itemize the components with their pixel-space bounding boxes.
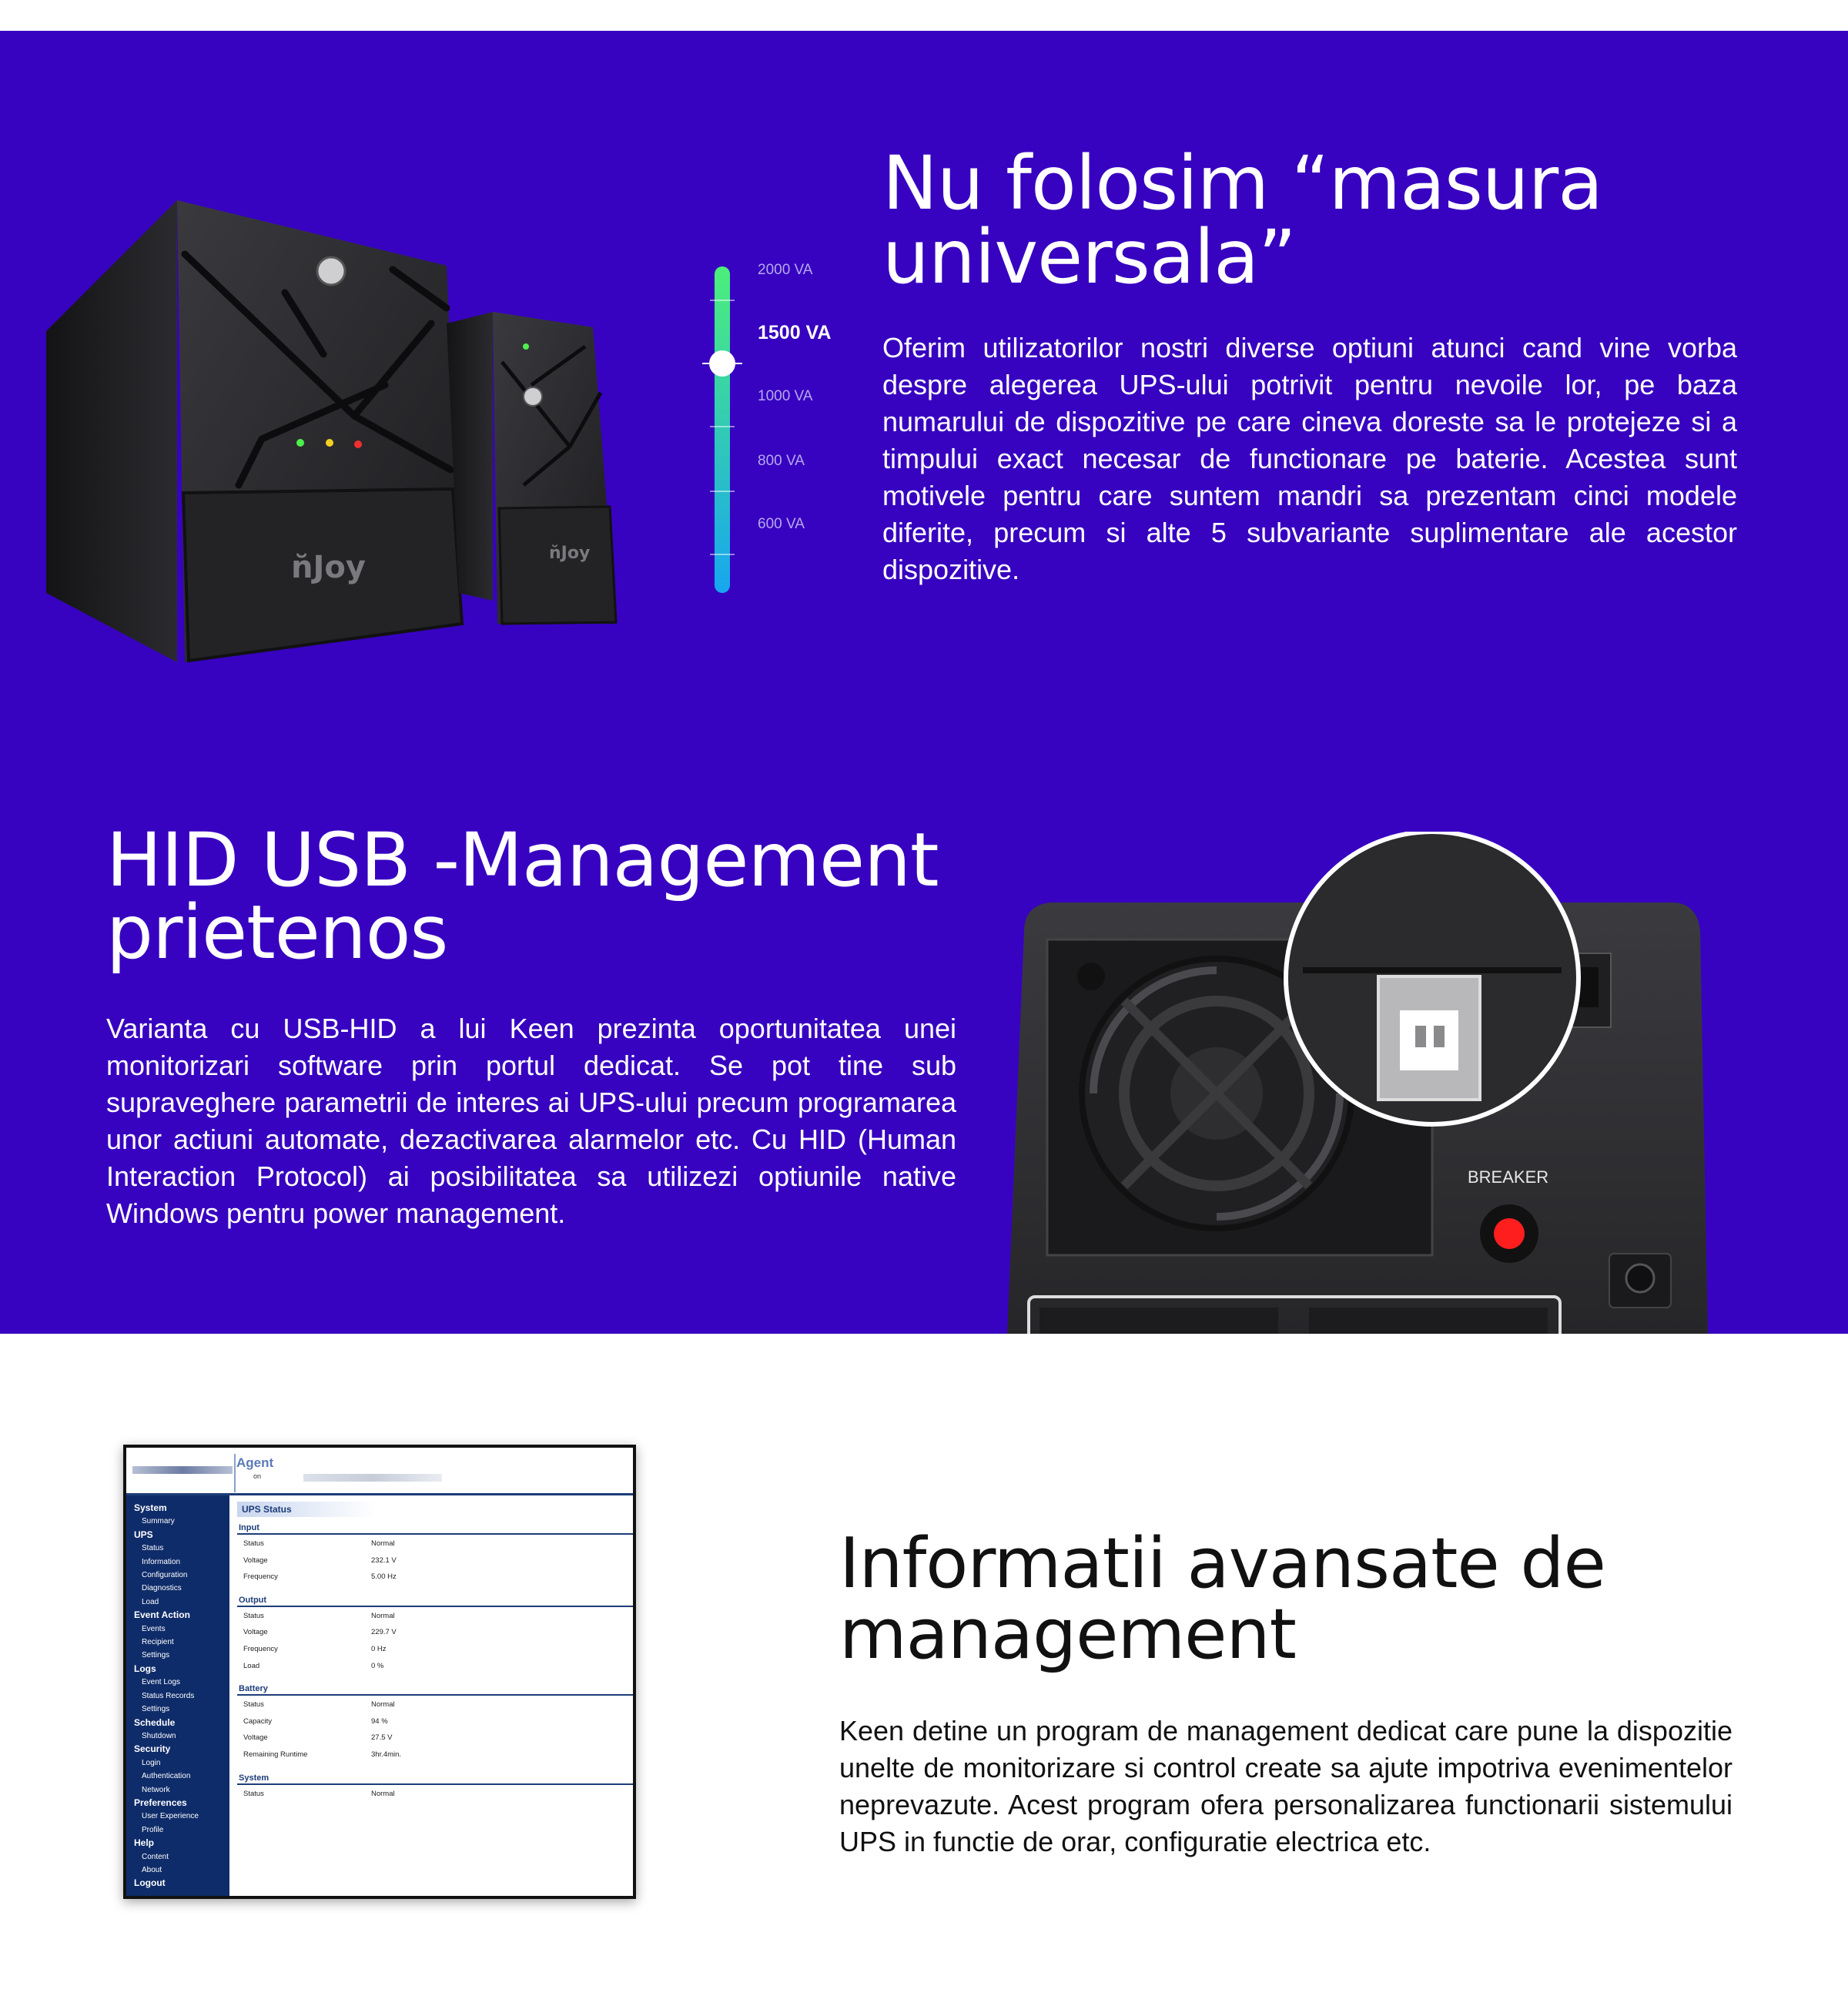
status-value: Normal — [371, 1789, 395, 1798]
va-label-600: 600 VA — [758, 516, 805, 532]
brand-logo-small: n̆Joy — [549, 544, 591, 563]
screenshot-nav-heading[interactable]: Preferences — [134, 1797, 187, 1808]
status-value: 232.1 V — [371, 1556, 397, 1565]
status-value: 3hr.4min. — [371, 1750, 402, 1759]
status-value: 0 % — [371, 1661, 384, 1670]
screenshot-status-row — [237, 1645, 633, 1662]
screenshot-nav-item[interactable]: Content — [142, 1852, 169, 1861]
va-scale-track — [715, 266, 730, 593]
screenshot-nav-heading[interactable]: Logs — [134, 1663, 156, 1674]
status-value: 229.7 V — [371, 1628, 397, 1637]
status-key: Capacity — [243, 1716, 272, 1726]
screenshot-group-divider — [237, 1694, 636, 1696]
status-key: Voltage — [243, 1733, 268, 1743]
section2-paragraph: Varianta cu USB-HID a lui Keen prezinta oportunitatea unei monitorizari software prin portul dedicat. Se pot tine sub supraveghere parametrii de interes ai UPS-ului precum programarea unor actiuni automate, dezactivarea alarmelor etc. Cu HID (Human Interaction Protocol) ai posibilitatea sa utilizezi optiunile native Windows pentru power management. — [106, 1013, 956, 1229]
screenshot-status-row — [237, 1662, 633, 1679]
status-value: 0 Hz — [371, 1644, 387, 1653]
section2-title: HID USB -Management prietenos — [106, 817, 939, 976]
status-key: Frequency — [243, 1572, 278, 1582]
status-key: Voltage — [243, 1556, 268, 1565]
screenshot-status-row — [237, 1733, 633, 1750]
screenshot-group-divider — [237, 1533, 636, 1535]
screenshot-app-title: Agent — [236, 1455, 274, 1470]
screenshot-nav-heading[interactable]: Logout — [134, 1877, 166, 1889]
screenshot-nav-item[interactable]: Network — [142, 1785, 170, 1794]
va-scale — [693, 239, 893, 608]
purple-band — [0, 31, 1848, 1334]
status-key: Status — [243, 1539, 264, 1548]
brand-logo-large: n̆Joy — [291, 550, 366, 585]
screenshot-status-row — [237, 1539, 633, 1556]
va-scale-handle[interactable] — [709, 350, 735, 377]
status-value: Normal — [371, 1539, 395, 1548]
screenshot-nav-heading[interactable]: System — [134, 1502, 167, 1513]
screenshot-nav-item[interactable]: Authentication — [142, 1772, 191, 1781]
status-key: Status — [243, 1611, 264, 1620]
screenshot-group-divider — [237, 1606, 636, 1607]
screenshot-header — [126, 1448, 633, 1495]
screenshot-nav-item[interactable]: Diagnostics — [142, 1584, 182, 1593]
screenshot-nav-item[interactable]: Settings — [142, 1705, 170, 1714]
section3-title: Informatii avansate de management — [839, 1523, 1605, 1675]
screenshot-nav-heading[interactable]: Security — [134, 1743, 171, 1755]
screenshot-status-row — [237, 1556, 633, 1573]
breaker-label: BREAKER — [1468, 1167, 1549, 1187]
screenshot-status-row — [237, 1700, 633, 1717]
screenshot-group-title: System — [239, 1773, 270, 1783]
breaker-button[interactable] — [1494, 1218, 1525, 1249]
screenshot-nav-heading[interactable]: Event Action — [134, 1609, 190, 1621]
screenshot-group-divider — [237, 1783, 636, 1785]
management-software-screenshot — [123, 1445, 636, 1899]
status-value: 94 % — [371, 1716, 388, 1726]
screenshot-status-row — [237, 1572, 633, 1589]
screenshot-nav-item[interactable]: Login — [142, 1758, 161, 1767]
status-key: Status — [243, 1789, 264, 1798]
status-value: 5.00 Hz — [371, 1572, 397, 1582]
va-label-2000: 2000 VA — [758, 262, 813, 278]
status-key: Voltage — [243, 1628, 268, 1637]
section1-paragraph: Oferim utilizatorilor nostri diverse optiuni atunci cand vine vorba despre alegerea UPS-ului potrivit pentru nevoile lor, pe baza numarului de dispozitive pe care cineva doreste sa le protejeze si a timpului exact necesar de functionare pe baterie. Acestea sunt motivele pentru care suntem mandri sa prezentam cinci modele diferite, precum si alte 5 subvariante suplimentare ale acestor dispozitive. — [882, 332, 1737, 585]
screenshot-group-title: Output — [239, 1595, 267, 1605]
screenshot-panel-title: UPS Status — [237, 1502, 376, 1517]
screenshot-status-row — [237, 1612, 633, 1629]
screenshot-nav-item[interactable]: Shutdown — [142, 1731, 176, 1740]
va-label-1500: 1500 VA — [758, 322, 832, 343]
screenshot-status-row — [237, 1717, 633, 1734]
screenshot-nav-item[interactable]: Recipient — [142, 1638, 174, 1647]
status-value: Normal — [371, 1611, 395, 1620]
status-key: Load — [243, 1661, 260, 1670]
screenshot-nav-item[interactable]: Summary — [142, 1517, 175, 1526]
screenshot-app-subtitle: on — [253, 1472, 262, 1480]
screenshot-nav-item[interactable]: Events — [142, 1624, 166, 1633]
screenshot-status-row — [237, 1750, 633, 1767]
screenshot-main — [229, 1495, 633, 1896]
screenshot-nav-item[interactable]: Load — [142, 1597, 159, 1606]
section1-title: Nu folosim “masura universala” — [882, 140, 1603, 300]
section3-paragraph: Keen detine un program de management dedicat care pune la dispozitie unelte de monitorizare si control create sa ajute impotriva evenimentelor neprevazute. Acest program ofera personalizarea functionarii sistemului UPS in functie de orar, configuratie electrica etc. — [839, 1715, 1732, 1857]
screenshot-group-title: Battery — [239, 1684, 268, 1694]
ups-product-image — [31, 162, 647, 701]
screenshot-nav-item[interactable]: Status Records — [142, 1691, 195, 1700]
status-key: Status — [243, 1700, 264, 1710]
ups-rear-image — [993, 832, 1763, 1334]
status-key: Frequency — [243, 1644, 278, 1653]
screenshot-nav-item[interactable]: Status — [142, 1544, 164, 1553]
screenshot-nav-item[interactable]: About — [142, 1865, 162, 1874]
screenshot-group-title: Input — [239, 1523, 259, 1532]
screenshot-sidebar — [126, 1495, 229, 1896]
screenshot-nav-heading[interactable]: UPS — [134, 1529, 153, 1540]
usb-port-magnifier — [1286, 832, 1578, 1124]
status-value: 27.5 V — [371, 1733, 393, 1743]
screenshot-nav-item[interactable]: Configuration — [142, 1571, 188, 1580]
status-key: Remaining Runtime — [243, 1750, 308, 1759]
va-label-800: 800 VA — [758, 453, 805, 469]
screenshot-nav-item[interactable]: Profile — [142, 1825, 164, 1834]
screenshot-nav-item[interactable]: Event Logs — [142, 1678, 181, 1687]
screenshot-nav-item[interactable]: User Experience — [142, 1812, 199, 1821]
screenshot-nav-heading[interactable]: Schedule — [134, 1716, 176, 1728]
screenshot-nav-item[interactable]: Information — [142, 1557, 181, 1566]
va-label-1000: 1000 VA — [758, 388, 813, 404]
screenshot-nav-heading[interactable]: Help — [134, 1837, 155, 1849]
screenshot-status-row — [237, 1628, 633, 1645]
status-value: Normal — [371, 1700, 395, 1710]
screenshot-nav-item[interactable]: Settings — [142, 1651, 170, 1660]
screenshot-status-row — [237, 1790, 633, 1807]
